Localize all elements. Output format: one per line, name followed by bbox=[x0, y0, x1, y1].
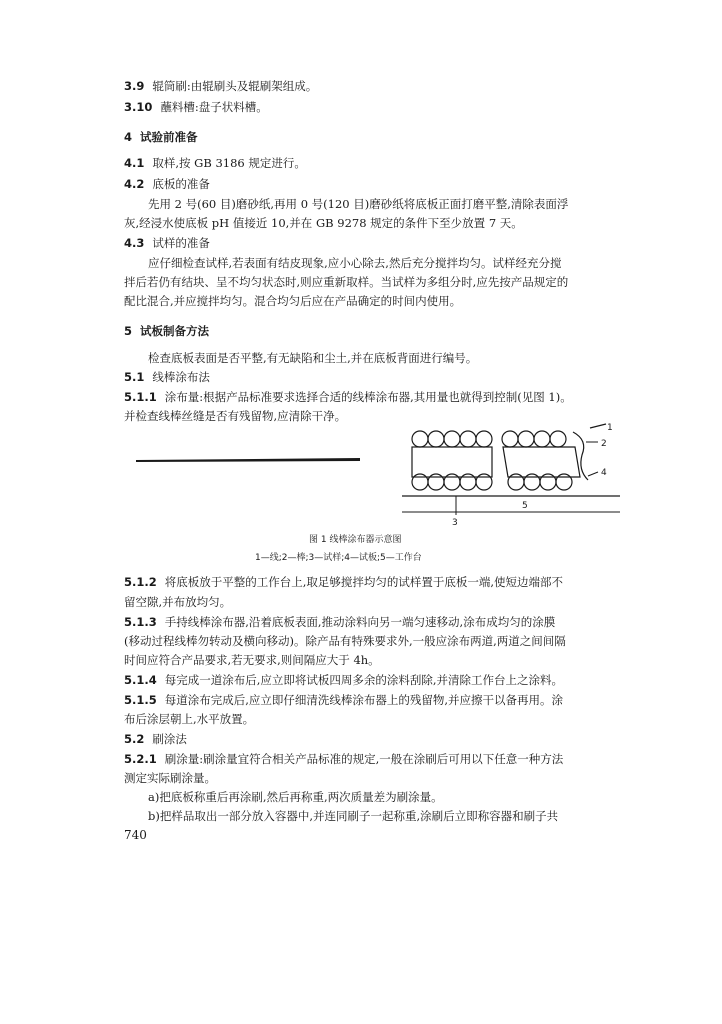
section-4-heading: 4 试验前准备 bbox=[124, 130, 198, 144]
figure-title: 图 1 线棒涂布器示意图 bbox=[309, 535, 402, 545]
figure-1-diagram bbox=[120, 420, 630, 535]
figure-legend: 1—线;2—棒;3—试样;4—试板;5—工作台 bbox=[255, 553, 422, 563]
clause-5-1-4: 5.1.4 每完成一道涂布后,应立即将试板四周多余的涂料刮除,并清除工作台上之涂料。 bbox=[124, 673, 564, 687]
clause-5-2: 5.2 刷涂法 bbox=[124, 732, 187, 746]
paragraph-line: 配比混合,并应搅拌均匀。混合均匀后应在产品确定的时间内使用。 bbox=[124, 294, 462, 308]
paragraph-line: 先用 2 号(60 目)磨砂纸,再用 0 号(120 目)磨砂纸将底板正面打磨平整,清除表面浮 bbox=[148, 197, 569, 211]
figure-label-3: 3 bbox=[452, 518, 458, 528]
clause-5-1-1: 5.1.1 涂布量:根据产品标准要求选择合适的线棒涂布器,其用量也就得到控制(见图 1)。 bbox=[124, 390, 572, 404]
paragraph-line: 时间应符合产品要求,若无要求,则间隔应大于 4h。 bbox=[124, 653, 380, 667]
clause-5-1-5: 5.1.5 每道涂布完成后,应立即仔细清洗线棒涂布器上的残留物,并应擦干以备再用。涂 bbox=[124, 693, 564, 707]
paragraph-line: 测定实际刷涂量。 bbox=[124, 771, 216, 785]
page-number: 740 bbox=[124, 828, 147, 842]
paragraph-line: 拌后若仍有结块、呈不均匀状态时,则应重新取样。当试样为多组分时,应先按产品规定的 bbox=[124, 275, 569, 289]
leader-line-4 bbox=[588, 472, 598, 476]
clause-4-3: 4.3 试样的准备 bbox=[124, 236, 210, 250]
clause-5-2-1: 5.2.1 刷涂量:刷涂量宜符合相关产品标准的规定,一般在涂刷后可用以下任意一种方法 bbox=[124, 752, 564, 766]
clause-5-1-3: 5.1.3 手持线棒涂布器,沿着底板表面,推动涂料向另一端匀速移动,涂布成均匀的涂膜 bbox=[124, 615, 556, 629]
paragraph-line: 检查底板表面是否平整,有无缺陷和尘土,并在底板背面进行编号。 bbox=[148, 351, 478, 365]
list-item-b: b)把样品取出一部分放入容器中,并连同刷子一起称重,涂刷后立即称容器和刷子共 bbox=[148, 809, 559, 823]
section-5-heading: 5 试板制备方法 bbox=[124, 324, 210, 338]
figure-label-4: 4 bbox=[601, 468, 607, 478]
paragraph-line: 灰,经浸水使底板 pH 值接近 10,并在 GB 9278 规定的条件下至少放置 7 天。 bbox=[124, 216, 523, 230]
clause-4-2: 4.2 底板的准备 bbox=[124, 177, 210, 191]
figure-label-5: 5 bbox=[522, 501, 528, 511]
list-item-a: a)把底板称重后再涂刷,然后再称重,两次质量差为刷涂量。 bbox=[148, 790, 443, 804]
paragraph-line: (移动过程线棒勿转动及横向移动)。除产品有特殊要求外,一般应涂布两道,两道之间间隔 bbox=[124, 634, 566, 648]
rod-group-left bbox=[412, 431, 492, 490]
paragraph-line: 布后涂层朝上,水平放置。 bbox=[124, 712, 255, 726]
rod-group-right bbox=[502, 424, 606, 490]
figure-label-1: 1 bbox=[607, 423, 613, 433]
clause-4-1: 4.1 取样,按 GB 3186 规定进行。 bbox=[124, 156, 306, 170]
paragraph-line: 应仔细检查试样,若表面有结皮现象,应小心除去,然后充分搅拌均匀。试样经充分搅 bbox=[148, 256, 562, 270]
clause-5-1: 5.1 线棒涂布法 bbox=[124, 370, 210, 384]
clause-3-9: 3.9 辊筒刷:由辊刷头及辊刷架组成。 bbox=[124, 79, 318, 93]
paragraph-line: 并检查线棒丝缝是否有残留物,应清除干净。 bbox=[124, 409, 347, 423]
paragraph-line: 留空隙,并布放均匀。 bbox=[124, 595, 232, 609]
clause-3-10: 3.10 蘸料槽:盘子状料槽。 bbox=[124, 100, 268, 114]
board-side-view bbox=[136, 458, 360, 462]
figure-label-2: 2 bbox=[601, 439, 607, 449]
clause-5-1-2: 5.1.2 将底板放于平整的工作台上,取足够搅拌均匀的试样置于底板一端,使短边端部不 bbox=[124, 575, 564, 589]
